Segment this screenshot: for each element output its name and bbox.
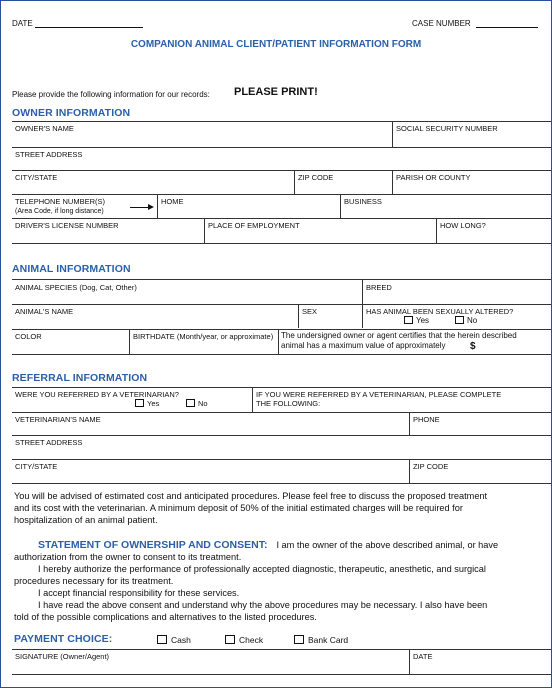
animal-name-field[interactable] [12, 305, 298, 328]
ssn-field[interactable] [393, 122, 551, 147]
altered-no-checkbox[interactable] [455, 316, 464, 324]
how-long-field[interactable] [437, 219, 551, 243]
vet-street-label: STREET ADDRESS [15, 438, 83, 447]
vet-city-state-label: CITY/STATE [15, 462, 58, 471]
ssn-label: SOCIAL SECURITY NUMBER [396, 124, 498, 133]
owner-name-field[interactable] [12, 122, 392, 147]
payment-bank-card-option[interactable]: Bank Card [294, 635, 348, 645]
business-phone-field[interactable] [341, 195, 551, 218]
telephone-label: TELEPHONE NUMBER(S) [15, 197, 106, 206]
animal-name-label: ANIMAL'S NAME [15, 307, 74, 316]
date-field[interactable] [35, 27, 143, 28]
vet-name-field[interactable] [12, 413, 409, 435]
employment-label: PLACE OF EMPLOYMENT [208, 221, 300, 230]
check-checkbox[interactable] [225, 635, 235, 644]
consent-heading: STATEMENT OF OWNERSHIP AND CONSENT: [38, 539, 268, 551]
referred-yes-checkbox[interactable] [135, 399, 144, 407]
signature-date-field[interactable] [410, 650, 551, 674]
owner-name-label: OWNER'S NAME [15, 124, 74, 133]
sex-field[interactable] [299, 305, 362, 328]
vet-zip-field[interactable] [410, 460, 551, 483]
referred-no-checkbox[interactable] [186, 399, 195, 407]
owner-zip-field[interactable] [295, 171, 392, 194]
species-field[interactable] [12, 281, 362, 304]
value-text-1: The undersigned owner or agent certifies that the herein described [281, 331, 517, 340]
referral-section-heading: REFERRAL INFORMATION [12, 372, 148, 384]
sex-label: SEX [302, 307, 318, 316]
case-number-label: CASE NUMBER [412, 19, 471, 28]
consent-statement: STATEMENT OF OWNERSHIP AND CONSENT: I am the owner of the above described animal, or have authorization from the owner to consent to its treatment. I hereby authorize the performance of professionally accepted diagnostic, therapeutic, anesthetic, and surgical procedures necessary for its treatment. I accept financial responsibility for these services. I have read the above consent and understand why the above procedures may be necessary. I also have been told of the possible complications and alternatives to the listed procedures. [14, 539, 499, 622]
estimate-paragraph: You will be advised of estimated cost and anticipated procedures. Please feel free to discuss the proposed treatment and its cost with the veterinarian. A minimum deposit of 50% of the initial estimated charges will be required for hospitalization of an animal patient. [14, 491, 488, 525]
altered-yes-option[interactable]: Yes [404, 316, 429, 325]
color-field[interactable] [12, 330, 129, 354]
referred-cell [12, 388, 252, 412]
dollar-sign: $ [470, 341, 476, 352]
animal-section-heading: ANIMAL INFORMATION [12, 263, 131, 275]
payment-cash-option[interactable]: Cash [157, 635, 191, 645]
license-label: DRIVER'S LICENSE NUMBER [15, 221, 119, 230]
signature-date-label: DATE [413, 652, 433, 661]
color-label: COLOR [15, 332, 42, 341]
vet-zip-label: ZIP CODE [413, 462, 449, 471]
altered-label: HAS ANIMAL BEEN SEXUALLY ALTERED? [366, 307, 514, 316]
business-phone-label: BUSINESS [344, 197, 382, 206]
referred-yes-option[interactable]: Yes [135, 399, 159, 408]
altered-yes-checkbox[interactable] [404, 316, 413, 324]
license-field[interactable] [12, 219, 204, 243]
birthdate-field[interactable] [130, 330, 278, 354]
vet-phone-label: PHONE [413, 415, 440, 424]
species-label: ANIMAL SPECIES (Dog, Cat, Other) [15, 283, 137, 292]
owner-section-heading: OWNER INFORMATION [12, 107, 131, 119]
birthdate-label: BIRTHDATE (Month/year, or approximate) [133, 332, 274, 341]
vet-city-state-field[interactable] [12, 460, 409, 483]
bank-card-checkbox[interactable] [294, 635, 304, 644]
altered-no-option[interactable]: No [455, 316, 477, 325]
signature-field[interactable] [12, 650, 409, 674]
parish-county-field[interactable] [393, 171, 551, 194]
owner-zip-label: ZIP CODE [298, 173, 334, 182]
cash-checkbox[interactable] [157, 635, 167, 644]
referred-question: WERE YOU REFERRED BY A VETERINARIAN? [15, 390, 179, 399]
payment-heading: PAYMENT CHOICE: [14, 633, 113, 645]
owner-city-state-label: CITY/STATE [15, 173, 58, 182]
parish-county-label: PARISH OR COUNTY [396, 173, 471, 182]
vet-street-field[interactable] [12, 436, 551, 459]
form-title: COMPANION ANIMAL CLIENT/PATIENT INFORMATION FORM [130, 39, 422, 50]
owner-street-field[interactable] [12, 148, 551, 169]
how-long-label: HOW LONG? [440, 221, 486, 230]
provide-text: Please provide the following information for our records: [12, 90, 210, 99]
employment-field[interactable] [205, 219, 436, 243]
owner-street-label: STREET ADDRESS [15, 150, 83, 159]
please-print-text: PLEASE PRINT! [234, 86, 318, 98]
value-text-2: animal has a maximum value of approximately [281, 341, 446, 350]
complete-text-2: THE FOLLOWING: [256, 399, 321, 408]
date-label: DATE [12, 19, 33, 28]
payment-check-option[interactable]: Check [225, 635, 263, 645]
home-phone-label: HOME [161, 197, 184, 206]
vet-phone-field[interactable] [410, 413, 551, 435]
breed-field[interactable] [363, 281, 551, 304]
referred-no-option[interactable]: No [186, 399, 208, 408]
vet-name-label: VETERINARIAN'S NAME [15, 415, 101, 424]
animal-value-field[interactable] [479, 340, 545, 352]
arrow-right-icon [130, 207, 148, 208]
owner-city-state-field[interactable] [12, 171, 294, 194]
complete-text-1: IF YOU WERE REFERRED BY A VETERINARIAN, PLEASE COMPLETE [256, 390, 502, 399]
signature-label: SIGNATURE (Owner/Agent) [15, 652, 110, 661]
case-number-field[interactable] [476, 27, 538, 28]
complete-following-cell [253, 388, 551, 412]
home-phone-field[interactable] [158, 195, 340, 218]
telephone-note: (Area Code, if long distance) [15, 208, 104, 215]
breed-label: BREED [366, 283, 392, 292]
